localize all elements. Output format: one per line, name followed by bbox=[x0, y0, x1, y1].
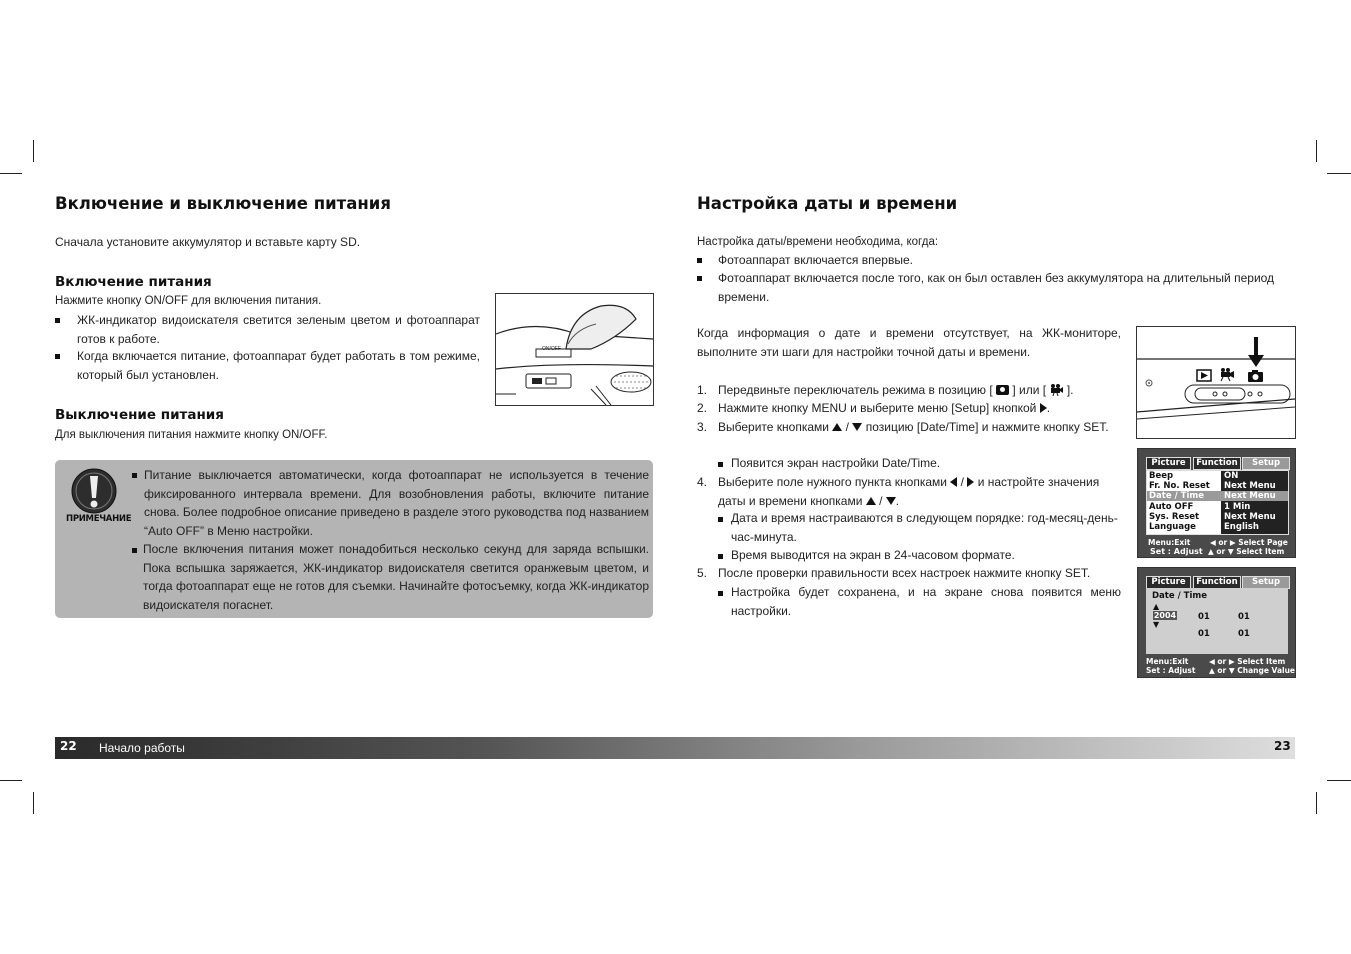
step-text: Передвиньте переключатель режима в позицию [ bbox=[718, 383, 993, 397]
bullet-text: Время выводится на экран в 24-часовом формате. bbox=[731, 548, 1015, 562]
step-text: / bbox=[879, 493, 883, 508]
step-text: Выберите кнопками bbox=[718, 420, 829, 434]
date-intro-text: Настройка даты/времени необходима, когда: bbox=[697, 236, 939, 248]
menu-item-language: Language bbox=[1149, 522, 1196, 532]
tab-picture: Picture bbox=[1146, 576, 1191, 589]
bullet-text: Фотоаппарат включается после того, как он был оставлен без аккумулятора на длительный период времени. bbox=[718, 271, 1275, 304]
bullet-marker bbox=[697, 276, 702, 281]
note-bullet bbox=[132, 540, 649, 614]
crop-mark bbox=[1327, 780, 1351, 781]
step-number: 5. bbox=[697, 566, 708, 580]
step-text: ]. bbox=[1066, 383, 1074, 397]
right-arrow-icon bbox=[1040, 403, 1047, 413]
bullet-marker bbox=[718, 591, 723, 596]
bullet-text: ЖК-индикатор видоискателя светится зеленым цветом и фотоаппарат готов к работе. bbox=[77, 313, 480, 346]
note-text: Питание выключается автоматически, когда фотоаппарат не используется в течение фиксированного интервала времени. Для возобновления работы, включите питание снова. Более подробное описание приведено в разделе этого руководства под названием “Auto OFF” в Меню настройки. bbox=[144, 468, 649, 538]
bullet-marker bbox=[55, 318, 60, 323]
step-text: ] или [ bbox=[1012, 383, 1047, 397]
step-text: Выберите поле нужного пункта кнопками bbox=[718, 475, 947, 489]
step-text: и настройте значения даты и времени кнопками bbox=[718, 475, 1100, 508]
step-number: 3. bbox=[697, 420, 708, 434]
step-text: / bbox=[845, 420, 850, 434]
bullet-text: Фотоаппарат включается впервые. bbox=[718, 253, 913, 267]
menu-item-auto-off: Auto OFF bbox=[1149, 502, 1194, 512]
hint-select-item: ▲ or ▼ Select Item bbox=[1208, 547, 1285, 556]
step-text: После проверки правильности всех настроек нажмите кнопку SET. bbox=[718, 566, 1091, 580]
step-text: Нажмите кнопку MENU и выберите меню [Setup] кнопкой bbox=[718, 401, 1037, 415]
video-camera-icon bbox=[1049, 383, 1063, 395]
step-number: 2. bbox=[697, 401, 708, 415]
page-number-left: 22 bbox=[60, 739, 77, 753]
year-field: 2004 bbox=[1153, 611, 1177, 620]
hint-set-adjust: Set : Adjust bbox=[1146, 666, 1196, 675]
menu-value: Next Menu bbox=[1224, 491, 1276, 501]
step-4-sub bbox=[718, 546, 1121, 565]
menu-value: Next Menu bbox=[1224, 481, 1276, 491]
tab-function: Function bbox=[1193, 576, 1241, 589]
step-2 bbox=[697, 399, 1121, 418]
on-off-label: ON/OFF bbox=[542, 346, 561, 352]
date-time-label: Date / Time bbox=[1152, 591, 1207, 601]
tab-setup: Setup bbox=[1242, 457, 1290, 470]
tab-function: Function bbox=[1193, 457, 1241, 470]
power-on-bullet bbox=[55, 311, 480, 348]
step-text: позицию [Date/Time] и нажмите кнопку SET. bbox=[865, 420, 1109, 434]
hint-set-adjust: Set : Adjust bbox=[1150, 547, 1203, 556]
page-number-right: 23 bbox=[1274, 739, 1291, 753]
step-3-sub bbox=[718, 454, 1121, 473]
tab-setup: Setup bbox=[1242, 576, 1290, 589]
power-on-bullet bbox=[55, 347, 480, 384]
bullet-marker bbox=[718, 554, 723, 559]
step-5 bbox=[697, 564, 1121, 583]
day-field: 01 bbox=[1238, 612, 1250, 622]
bullet-text: Настройка будет сохранена, и на экране снова появится меню настройки. bbox=[731, 585, 1121, 618]
crop-mark bbox=[0, 173, 22, 174]
footer-bar bbox=[55, 737, 1295, 759]
menu-item-frame-reset: Fr. No. Reset bbox=[1149, 481, 1210, 491]
hint-change-value: ▲ or ▼ Change Value bbox=[1209, 666, 1296, 675]
menu-value: 1 Min bbox=[1224, 502, 1251, 512]
menu-value: Next Menu bbox=[1224, 512, 1276, 522]
menu-value: ON bbox=[1224, 471, 1239, 481]
right-arrow-icon bbox=[967, 477, 974, 487]
menu-item-beep: Beep bbox=[1149, 471, 1174, 481]
step-text: . bbox=[895, 493, 900, 508]
step-3 bbox=[697, 418, 1121, 437]
crop-mark bbox=[0, 780, 22, 781]
power-off-text: Для выключения питания нажмите кнопку ON/OFF. bbox=[55, 429, 328, 441]
crop-mark bbox=[33, 140, 34, 162]
bullet-marker bbox=[132, 548, 137, 553]
date-intro-bullet bbox=[697, 251, 1297, 270]
down-arrow-icon bbox=[886, 497, 896, 505]
up-arrow-icon bbox=[866, 497, 876, 505]
bullet-marker bbox=[718, 517, 723, 522]
date-intro-bullet bbox=[697, 269, 1297, 306]
crop-mark bbox=[1327, 173, 1351, 174]
date-time-screen bbox=[1137, 567, 1296, 678]
mode-dial-illustration bbox=[1136, 326, 1296, 439]
date-time-panel bbox=[1146, 588, 1288, 654]
right-page-title: Настройка даты и времени bbox=[697, 194, 958, 213]
menu-panel bbox=[1146, 470, 1289, 535]
bullet-marker bbox=[697, 258, 702, 263]
month-field: 01 bbox=[1198, 612, 1210, 622]
hour-field: 01 bbox=[1198, 629, 1210, 639]
section-name: Начало работы bbox=[99, 741, 185, 755]
crop-mark bbox=[1316, 140, 1317, 162]
bullet-marker bbox=[718, 462, 723, 467]
camera-icon bbox=[996, 385, 1009, 395]
up-arrow-icon bbox=[832, 423, 842, 431]
note-label: ПРИМЕЧАНИЕ bbox=[66, 514, 132, 524]
step-1 bbox=[697, 381, 1121, 400]
hint-menu-exit: Menu:Exit bbox=[1146, 657, 1189, 666]
note-bullet bbox=[132, 466, 649, 540]
menu-item-sys-reset: Sys. Reset bbox=[1149, 512, 1200, 522]
step-number: 4. bbox=[697, 475, 708, 489]
intro-text: Сначала установите аккумулятор и вставьте карту SD. bbox=[55, 235, 361, 249]
step-4 bbox=[697, 473, 1125, 510]
step-text: / bbox=[960, 475, 965, 489]
bullet-text: Когда включается питание, фотоаппарат будет работать в том режиме, который был установлен. bbox=[77, 349, 480, 382]
menu-value: English bbox=[1224, 522, 1259, 532]
hint-select-page: ◀ or ▶ Select Page bbox=[1210, 538, 1288, 547]
power-off-heading: Выключение питания bbox=[55, 407, 224, 423]
hint-menu-exit: Menu:Exit bbox=[1148, 538, 1191, 547]
step-number: 1. bbox=[697, 383, 708, 397]
hint-select-item: ◀ or ▶ Select Item bbox=[1209, 657, 1286, 666]
down-arrow-icon: ▼ bbox=[1153, 620, 1160, 629]
step-text: . bbox=[1046, 401, 1051, 415]
bullet-text: Дата и время настраиваются в следующем порядке: год-месяц-день-час-минута. bbox=[731, 511, 1118, 544]
up-arrow-icon: ▲ bbox=[1153, 602, 1160, 611]
bullet-marker bbox=[55, 354, 60, 359]
menu-item-date-time: Date / Time bbox=[1149, 491, 1204, 501]
bullet-text: Появится экран настройки Date/Time. bbox=[731, 456, 941, 470]
left-page-title: Включение и выключение питания bbox=[55, 194, 391, 213]
note-text: После включения питания может понадобиться несколько секунд для заряда вспышки. Пока вспышка заряжается, ЖК-индикатор видоискателя светится оранжевым цветом, и тогда фотоаппарат еще не готов для съемки. Начинайте фотосъемку, когда ЖК-индикатор видоискателя погаснет. bbox=[143, 542, 649, 612]
power-on-text: Нажмите кнопку ON/OFF для включения питания. bbox=[55, 295, 322, 307]
bullet-marker bbox=[132, 473, 137, 478]
date-paragraph: Когда информация о дате и времени отсутствует, на ЖК-мониторе, выполните эти шаги для настройки точной даты и времени. bbox=[697, 326, 1121, 359]
crop-mark bbox=[1316, 792, 1317, 814]
step-5-sub bbox=[718, 583, 1121, 620]
step-4-sub bbox=[718, 509, 1121, 546]
left-arrow-icon bbox=[950, 477, 957, 487]
tab-picture: Picture bbox=[1146, 457, 1191, 470]
down-arrow-icon bbox=[852, 423, 862, 431]
power-on-heading: Включение питания bbox=[55, 274, 212, 290]
crop-mark bbox=[33, 792, 34, 814]
setup-menu-screen bbox=[1137, 448, 1296, 558]
minute-field: 01 bbox=[1238, 629, 1250, 639]
camera-power-button-illustration bbox=[495, 293, 654, 406]
